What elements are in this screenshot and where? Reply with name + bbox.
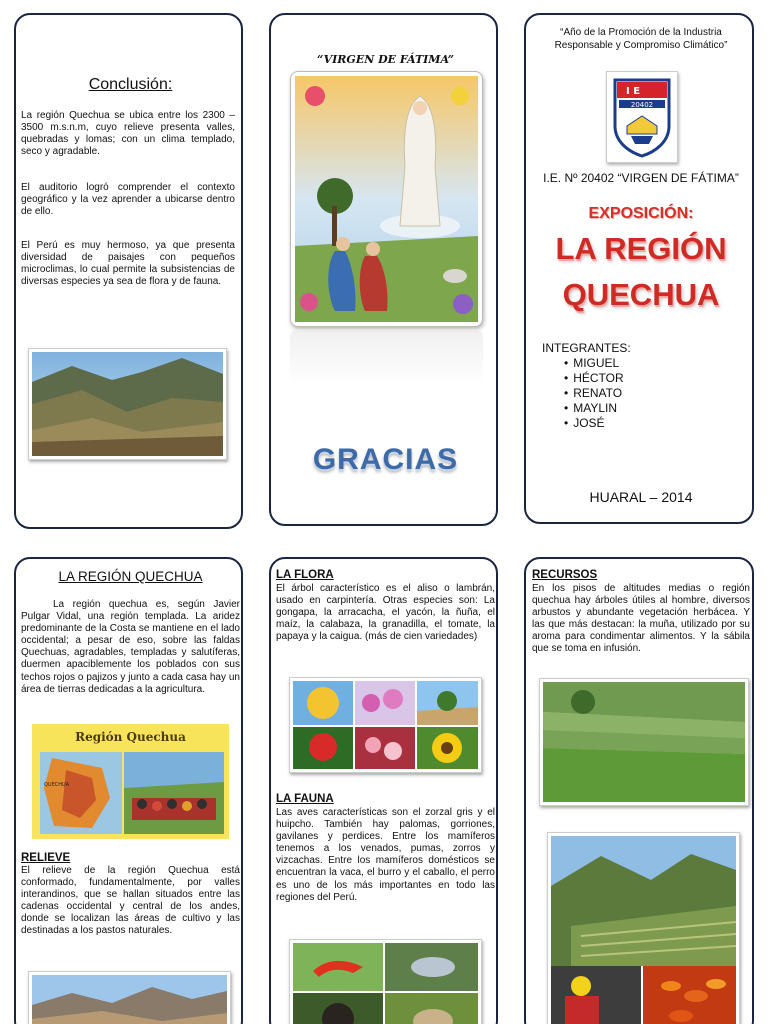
members-label: INTEGRANTES: xyxy=(542,341,631,355)
conclusion-title: Conclusión: xyxy=(88,76,173,93)
resources-text: En los pisos de altitudes medias o región quechua hay árboles útiles al hombre, diversos arbustos y abundante vegetación herbácea. Y las que más destacan: la muña, utilizado por su aroma para condimentar alimentos. Y la sábila que se toma en infusión. xyxy=(532,583,750,655)
conclusion-paragraph: El Perú es muy hermoso, ya que presenta diversidad de paisajes con pequeños microclimas, lo cual permite la subsistencias de diversas especies ya sea de flora y de fauna. xyxy=(21,240,235,288)
school-crest xyxy=(606,71,678,163)
crest-number: 20402 xyxy=(630,101,654,109)
fauna-title: LA FAUNA xyxy=(276,793,334,805)
member-name: • MAYLIN xyxy=(564,401,624,416)
member-name: • MIGUEL xyxy=(564,356,624,371)
flora-title: LA FLORA xyxy=(276,569,334,581)
year-motto: “Año de la Promoción de la Industria Responsable y Compromiso Climático” xyxy=(554,27,728,51)
main-title-line-2: QUECHUA xyxy=(562,277,720,312)
flora-fauna-panel xyxy=(269,557,498,1024)
member-name: • HÉCTOR xyxy=(564,371,624,386)
valley-landscape-photo xyxy=(28,348,227,460)
andean-terraces-food-photo xyxy=(547,832,740,1024)
school-name: I.E. Nº 20402 “VIRGEN DE FÁTIMA” xyxy=(543,171,739,185)
region-panel xyxy=(14,557,243,1024)
relief-title: RELIEVE xyxy=(21,852,71,864)
thanks-heading: GRACIAS xyxy=(312,443,459,476)
mountain-landscape-photo xyxy=(28,971,231,1024)
cover-panel xyxy=(524,13,754,524)
image-caption: “VIRGEN DE FÁTIMA” xyxy=(316,53,455,66)
region-map-image xyxy=(32,724,229,839)
conclusion-paragraph: La región Quechua se ubica entre los 2300 – 3500 m.s.n.m, cuyo relieve presenta valles, quebradas y lomas; con un clima templado, seco y agradable. xyxy=(21,110,235,158)
virgin-of-fatima-image xyxy=(290,71,483,327)
crest-letters: I E xyxy=(626,86,641,97)
region-intro: La región quechua es, según Javier Pulgar Vidal, una región templada. La aridez predominante de la Costa se mantiene en el lado occidental; a pesar de eso, sobre las faldas Quechuas, agradables, templadas y salutíferas, duermen apaciblemente los poblados con sus techos rojos o pajizos y junto a cada casa hay un área de tierras dedicadas a la agricultura. xyxy=(21,599,240,695)
conclusion-paragraph: El auditorio logró comprender el contexto geográfico y la vez aprender a ubicarse dentro de ello. xyxy=(21,182,235,218)
region-title: LA REGIÓN QUECHUA xyxy=(58,569,203,584)
members-list xyxy=(564,356,624,431)
place-and-year: HUARAL – 2014 xyxy=(589,489,693,505)
member-name: • RENATO xyxy=(564,386,624,401)
map-label: QUECHUA xyxy=(44,782,70,788)
exposition-label: EXPOSICIÓN: xyxy=(588,205,694,222)
main-title-line-1: LA REGIÓN xyxy=(555,231,727,266)
flora-collage-image xyxy=(289,677,482,773)
map-title: Región Quechua xyxy=(75,730,186,744)
resources-title: RECURSOS xyxy=(532,569,598,581)
fauna-text: Las aves características son el zorzal gris y el huipcho. También hay palomas, gorriones, gavilanes y perdices. Entre los mamíferos tenemos a los venados, pumas, zorros y vizcachas. Entre los mamíferos domésticos se encuentran la vaca, el burro y el caballo, el perro es uno de los más importantes en todo las regiones del Perú. xyxy=(276,807,495,903)
image-reflection xyxy=(290,329,483,385)
relief-text: El relieve de la región Quechua está conformado, fundamentalmente, por valles interandinos, que se hallan situados entre las cadenas occidental y central de los andes, donde se localizan las áreas de cultivo y las destinadas a los pastos naturales. xyxy=(21,865,240,937)
resources-panel xyxy=(524,557,754,1024)
flora-text: El árbol característico es el aliso o lambrán, usado en carpintería. Otras especies son: La gongapa, la arracacha, el yacón, la ñuña, el maíz, la calabaza, la granadilla, el tomate, la papaya y la caigua. (más de cien variedades) xyxy=(276,583,495,643)
fauna-collage-image xyxy=(289,939,482,1024)
thanks-panel xyxy=(269,13,498,526)
member-name: • JOSÉ xyxy=(564,416,624,431)
conclusion-panel xyxy=(14,13,243,529)
terraced-fields-photo xyxy=(539,678,749,806)
